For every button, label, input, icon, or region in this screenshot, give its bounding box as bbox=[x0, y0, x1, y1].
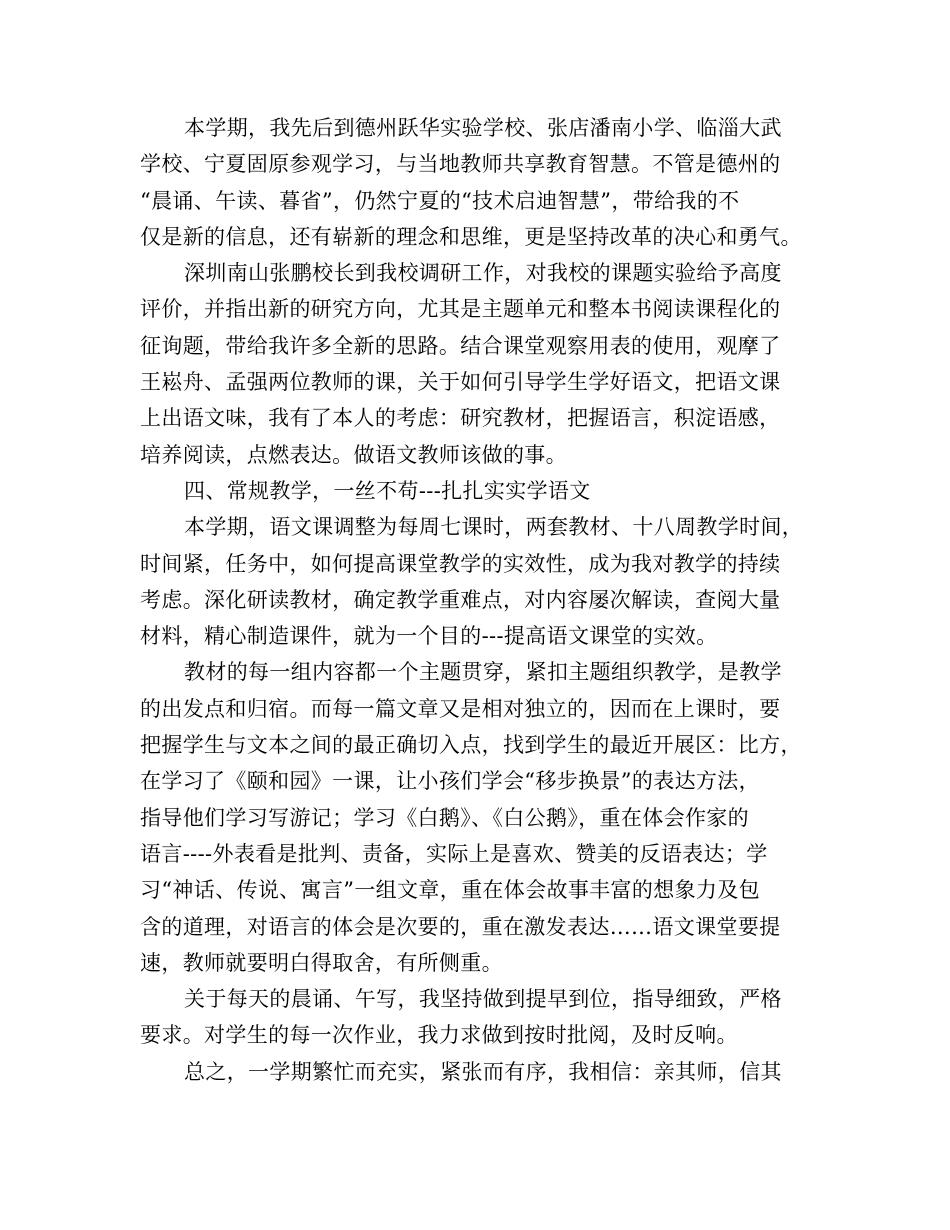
text-line: 王崧舟、孟强两位教师的课，关于如何引导学生学好语文，把语文课 bbox=[140, 370, 781, 395]
text-line: 教材的每一组内容都一个主题贯穿，紧扣主题组织教学，是教学 bbox=[184, 660, 782, 685]
text-line: 本学期，我先后到德州跃华实验学校、张店潘南小学、临淄大武 bbox=[184, 116, 782, 140]
text-line: 上出语文味，我有了本人的考虑：研究教材，把握语言，积淀语感， bbox=[140, 406, 781, 431]
text-line: 考虑。深化研读教材，确定教学重难点，对内容屡次解读，查阅大量 bbox=[140, 587, 781, 612]
text-line: 习“神话、传说、寓言”一组文章，重在体会故事丰富的想象力及包 bbox=[140, 878, 760, 903]
text-line: 指导他们学习写游记；学习《白鹅》、《白公鹅》，重在体会作家的 bbox=[140, 805, 749, 830]
text-line: 材料，精心制造课件，就为一个目的---提高语文课堂的实效。 bbox=[140, 624, 718, 649]
text-line: 速，教师就要明白得取舍，有所侧重。 bbox=[140, 950, 503, 975]
text-line: 在学习了《颐和园》一课，让小孩们学会“移步换景”的表达方法， bbox=[140, 769, 760, 794]
text-line: 征询题，带给我许多全新的思路。结合课堂观察用表的使用，观摩了 bbox=[140, 333, 781, 358]
text-line: 时间紧，任务中，如何提高课堂教学的实效性，成为我对教学的持续 bbox=[140, 551, 781, 576]
text-line: 评价，并指出新的研究方向，尤其是主题单元和整本书阅读课程化的 bbox=[140, 297, 781, 322]
text-line: 把握学生与文本之间的最正确切入点，找到学生的最近开展区：比方， bbox=[140, 733, 802, 758]
text-line: 含的道理，对语言的体会是次要的，重在激发表达……语文课堂要提 bbox=[140, 914, 781, 939]
text-line: 学校、宁夏固原参观学习，与当地教师共享教育智慧。不管是德州的 bbox=[140, 152, 781, 177]
text-line: 要求。对学生的每一次作业，我力求做到按时批阅，及时反响。 bbox=[140, 1023, 738, 1048]
text-line: 总之，一学期繁忙而充实，紧张而有序，我相信：亲其师，信其 bbox=[184, 1059, 782, 1084]
text-line: 关于每天的晨诵、午写，我坚持做到提早到位，指导细致，严格 bbox=[184, 987, 782, 1012]
text-line: 培养阅读，点燃表达。做语文教师该做的事。 bbox=[140, 442, 567, 467]
text-line: “晨诵、午读、暮省”，仍然宁夏的“技术启迪智慧”，带给我的不 bbox=[140, 188, 740, 213]
text-line: 本学期，语文课调整为每周七课时，两套教材、十八周教学时间， bbox=[184, 515, 804, 540]
text-line: 仅是新的信息，还有崭新的理念和思维，更是坚持改革的决心和勇气。 bbox=[140, 224, 802, 249]
section-heading: 四、常规教学，一丝不苟---扎扎实实学语文 bbox=[184, 478, 591, 503]
text-line: 深圳南山张鹏校长到我校调研工作，对我校的课题实验给予高度 bbox=[184, 261, 782, 286]
text-line: 的出发点和归宿。而每一篇文章又是相对独立的，因而在上课时，要 bbox=[140, 696, 781, 721]
document-body bbox=[140, 110, 808, 1090]
text-line: 语言----外表看是批判、责备，实际上是喜欢、赞美的反语表达；学 bbox=[140, 841, 768, 866]
